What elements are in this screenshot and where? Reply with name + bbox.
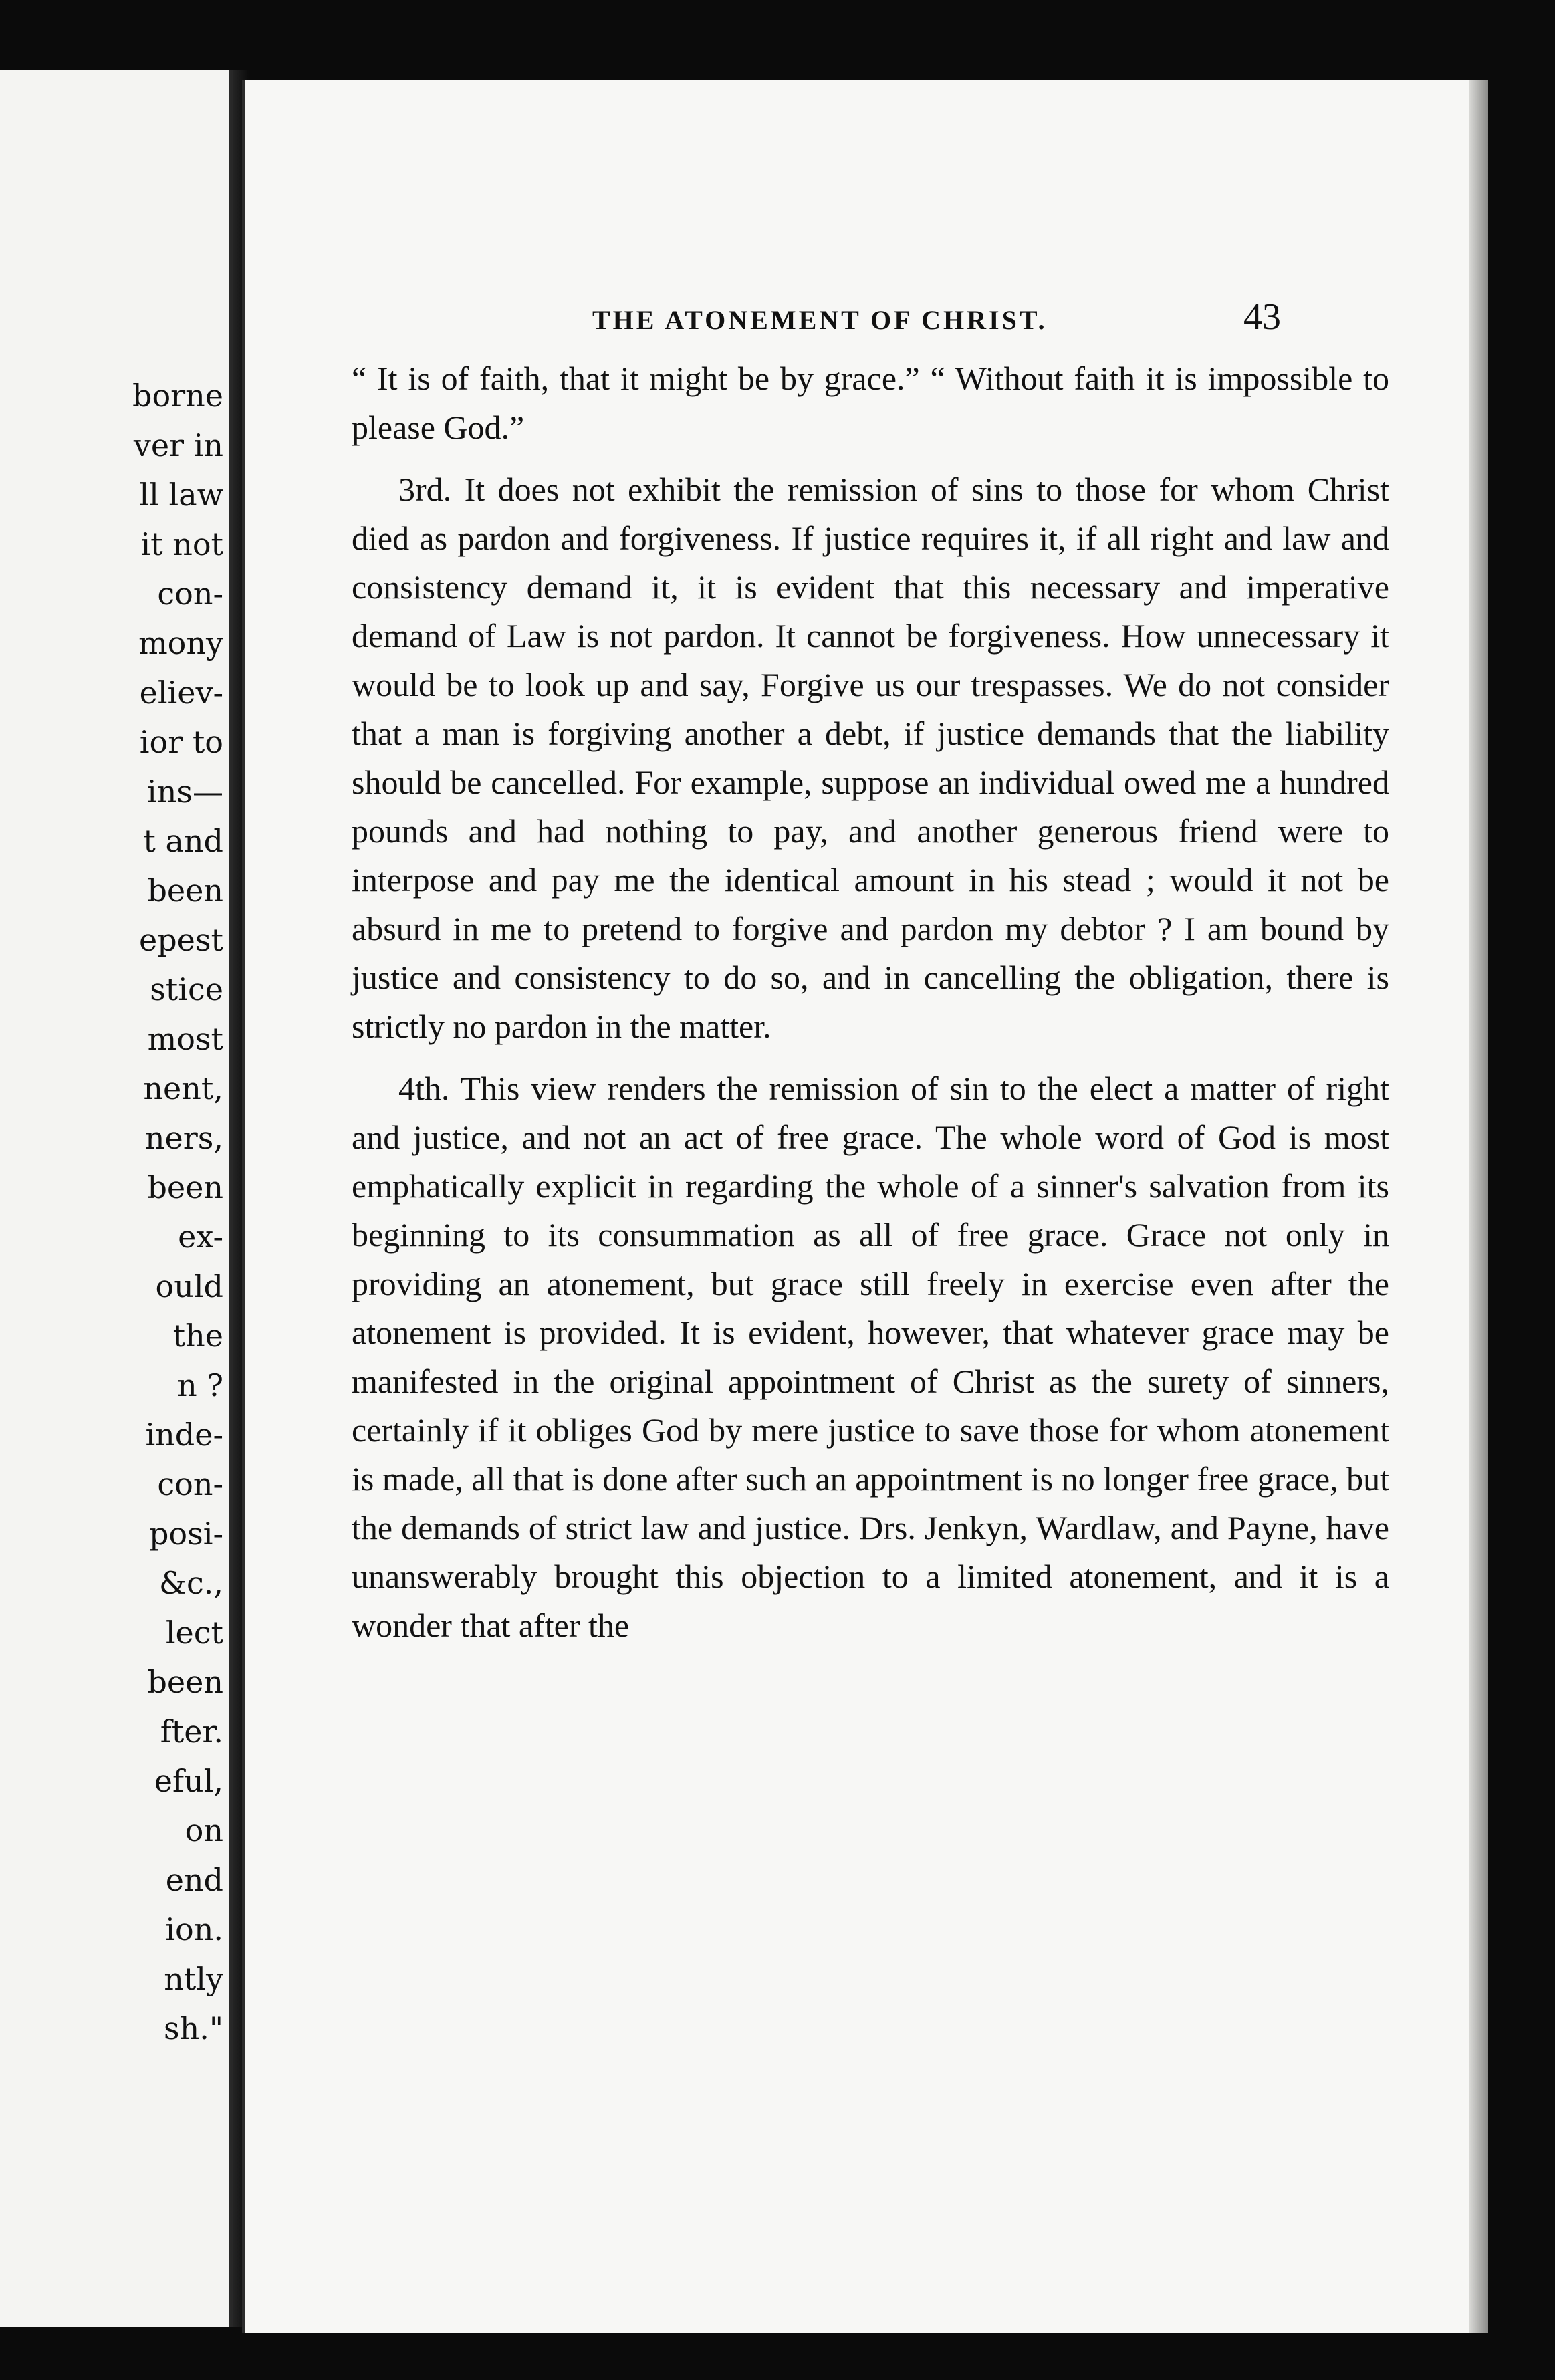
left-fragment: t and	[143, 823, 223, 859]
left-fragment: ex-	[178, 1219, 223, 1255]
left-fragment: ll law	[139, 477, 223, 513]
paragraph-fourth-point: 4th. This view renders the remission of sin to the elect a matter of right and justice, and not an act of free grace. The whole word of God is most emphatically explicit in regarding the whole of a sinner's salvation from its beginning to its consummation as all of free grace. Grace not only in providing an atonement, but grace still freely in exercise even after the atonement is provided. It is evident, however, that whatever grace may be manifested in the original appointment of Christ as the surety of sinners, certainly if it obliges God by mere justice to save those for whom atonement is made, all that is done after such an appointment is no longer free grace, but the demands of strict law and justice. Drs. Jenkyn, Wardlaw, and Payne, have unanswerably brought this objection to a limited atonement, and it is a wonder that after the	[352, 1070, 1389, 1644]
left-fragment: inde-	[145, 1417, 223, 1453]
left-fragment: been	[147, 872, 223, 909]
page-edge	[1469, 80, 1488, 2333]
left-fragment: it not	[140, 526, 223, 562]
left-fragment: posi-	[148, 1516, 223, 1552]
body-text	[352, 354, 1389, 1663]
left-fragment: eliev-	[139, 675, 223, 711]
left-fragment: been	[147, 1664, 223, 1700]
left-page-text-fragments	[132, 371, 223, 2053]
left-page	[0, 70, 233, 2327]
paragraph-third-point: 3rd. It does not exhibit the remission of sins to those for whom Christ died as pardon and forgiveness. If justice requires it, if all right and law and consistency demand it, it is evident that this necessary and imperative demand of Law is not pardon. It cannot be forgiveness. How unnecessary it would be to look up and say, Forgive us our trespasses. We do not consider that a man is forgiving another a debt, if justice demands that the liability should be cancelled. For example, suppose an individual owed me a hundred pounds and had nothing to pay, and another generous friend were to interpose and pay me the identical amount in his stead ; would it not be absurd in me to pretend to forgive and pardon my debtor ? I am bound by justice and consistency to do so, and in cancelling the obligation, there is strictly no pardon in the matter.	[352, 471, 1389, 1045]
left-fragment: ins—	[147, 774, 223, 810]
left-fragment: nent,	[143, 1070, 223, 1106]
left-fragment: stice	[150, 971, 223, 1007]
left-fragment: n ?	[177, 1367, 223, 1403]
left-fragment: sh."	[163, 2010, 223, 2046]
left-fragment: borne	[132, 378, 223, 414]
left-fragment: end	[165, 1862, 223, 1898]
left-fragment: the	[172, 1318, 223, 1354]
left-fragment: lect	[165, 1615, 223, 1651]
left-fragment: most	[147, 1021, 223, 1057]
left-fragment: ver in	[133, 427, 223, 463]
left-fragment: eful,	[154, 1763, 223, 1799]
page-number: 43	[1243, 296, 1281, 338]
left-fragment: epest	[139, 922, 223, 958]
right-page	[242, 80, 1488, 2333]
running-head: THE ATONEMENT OF CHRIST.	[592, 305, 1048, 335]
left-fragment: con-	[157, 1466, 223, 1502]
left-fragment: mony	[138, 625, 223, 661]
left-fragment: ould	[155, 1268, 223, 1304]
left-fragment: on	[185, 1812, 223, 1849]
left-fragment: ntly	[164, 1961, 223, 1997]
paragraph-quote: “ It is of faith, that it might be by grace.” “ Without faith it is impossible to please God.”	[352, 360, 1389, 446]
left-fragment: been	[147, 1169, 223, 1205]
left-fragment: &c.,	[159, 1565, 223, 1601]
left-fragment: con-	[157, 576, 223, 612]
left-fragment: ior to	[139, 724, 223, 760]
left-fragment: ion.	[165, 1911, 223, 1947]
left-fragment: fter.	[160, 1713, 223, 1750]
left-fragment: ners,	[144, 1120, 223, 1156]
